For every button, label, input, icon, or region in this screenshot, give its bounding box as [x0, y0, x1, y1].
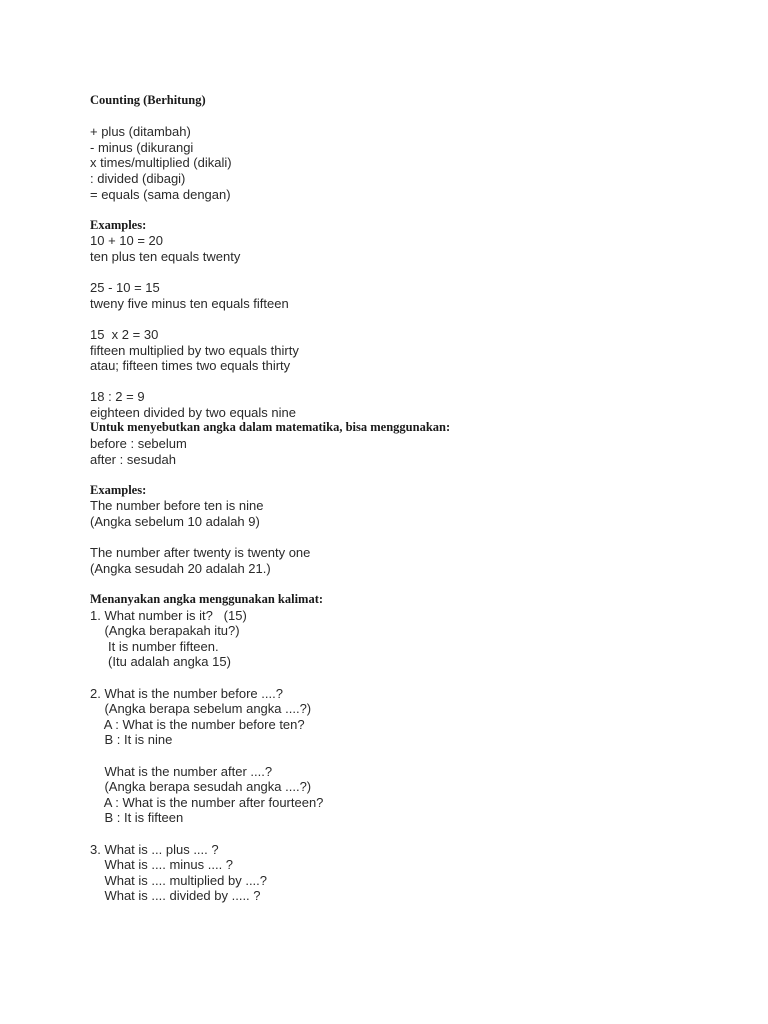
question-line: (Angka berapakah itu?) [90, 623, 240, 639]
example-equation: 10 + 10 = 20 [90, 233, 164, 249]
ask-heading: Menanyakan angka menggunakan kalimat: [90, 592, 324, 606]
question-3 [90, 842, 710, 904]
operator-equals: = equals (sama dengan) [90, 186, 231, 202]
operator-times: x times/multiplied (dikali) [90, 155, 232, 171]
question-line: 1. What number is it? (15) [90, 607, 247, 623]
example-sentence: fifteen multiplied by two equals thirty [90, 342, 299, 358]
operator-plus: + plus (ditambah) [90, 124, 191, 140]
example-group [90, 498, 710, 529]
question-2-before [90, 686, 710, 748]
question-line: A : What is the number after fourteen? [90, 794, 324, 810]
question-line: A : What is the number before ten? [90, 716, 305, 732]
question-line: (Angka berapa sebelum angka ....?) [90, 701, 312, 717]
operator-list [90, 124, 710, 202]
operator-minus: - minus (dikurangi [90, 139, 194, 155]
example-group [90, 545, 710, 576]
question-line: What is .... minus .... ? [90, 857, 234, 873]
example-equation: 18 : 2 = 9 [90, 389, 145, 405]
example-sentence: The number before ten is nine [90, 498, 264, 514]
example-sentence: tweny five minus ten equals fifteen [90, 295, 289, 311]
question-line: (Itu adalah angka 15) [90, 654, 231, 670]
example-translation: (Angka sebelum 10 adalah 9) [90, 514, 260, 530]
example-translation: (Angka sesudah 20 adalah 21.) [90, 560, 271, 576]
question-line: What is .... multiplied by ....? [90, 872, 268, 888]
question-line: 2. What is the number before ....? [90, 685, 283, 701]
example-equation: 25 - 10 = 15 [90, 280, 160, 296]
example-group [90, 389, 710, 420]
question-line: 3. What is ... plus .... ? [90, 841, 219, 857]
question-line: What is the number after ....? [90, 763, 273, 779]
mention-item: before : sebelum [90, 436, 187, 452]
mention-item: after : sesudah [90, 451, 176, 467]
example-sentence: The number after twenty is twenty one [90, 545, 311, 561]
question-1 [90, 608, 710, 670]
examples-heading-1: Examples: [90, 217, 147, 232]
question-line: B : It is fifteen [90, 810, 184, 826]
example-group [90, 280, 710, 311]
question-line: B : It is nine [90, 732, 173, 748]
question-line: It is number fifteen. [90, 638, 219, 654]
example-group [90, 233, 710, 264]
question-2-after [90, 764, 710, 826]
example-sentence: ten plus ten equals twenty [90, 248, 241, 264]
example-group [90, 327, 710, 374]
question-line: (Angka berapa sesudah angka ....?) [90, 779, 312, 795]
question-line: What is .... divided by ..... ? [90, 888, 261, 904]
examples-heading-2: Examples: [90, 482, 147, 497]
example-sentence: eighteen divided by two equals nine [90, 404, 296, 420]
operator-divided: : divided (dibagi) [90, 170, 186, 186]
example-equation: 15 x 2 = 30 [90, 326, 159, 342]
page-title: Counting (Berhitung) [90, 93, 206, 107]
mention-heading: Untuk menyebutkan angka dalam matematika, bisa menggunakan: [90, 420, 451, 435]
document-body [90, 93, 710, 904]
example-sentence: atau; fifteen times two equals thirty [90, 358, 291, 374]
